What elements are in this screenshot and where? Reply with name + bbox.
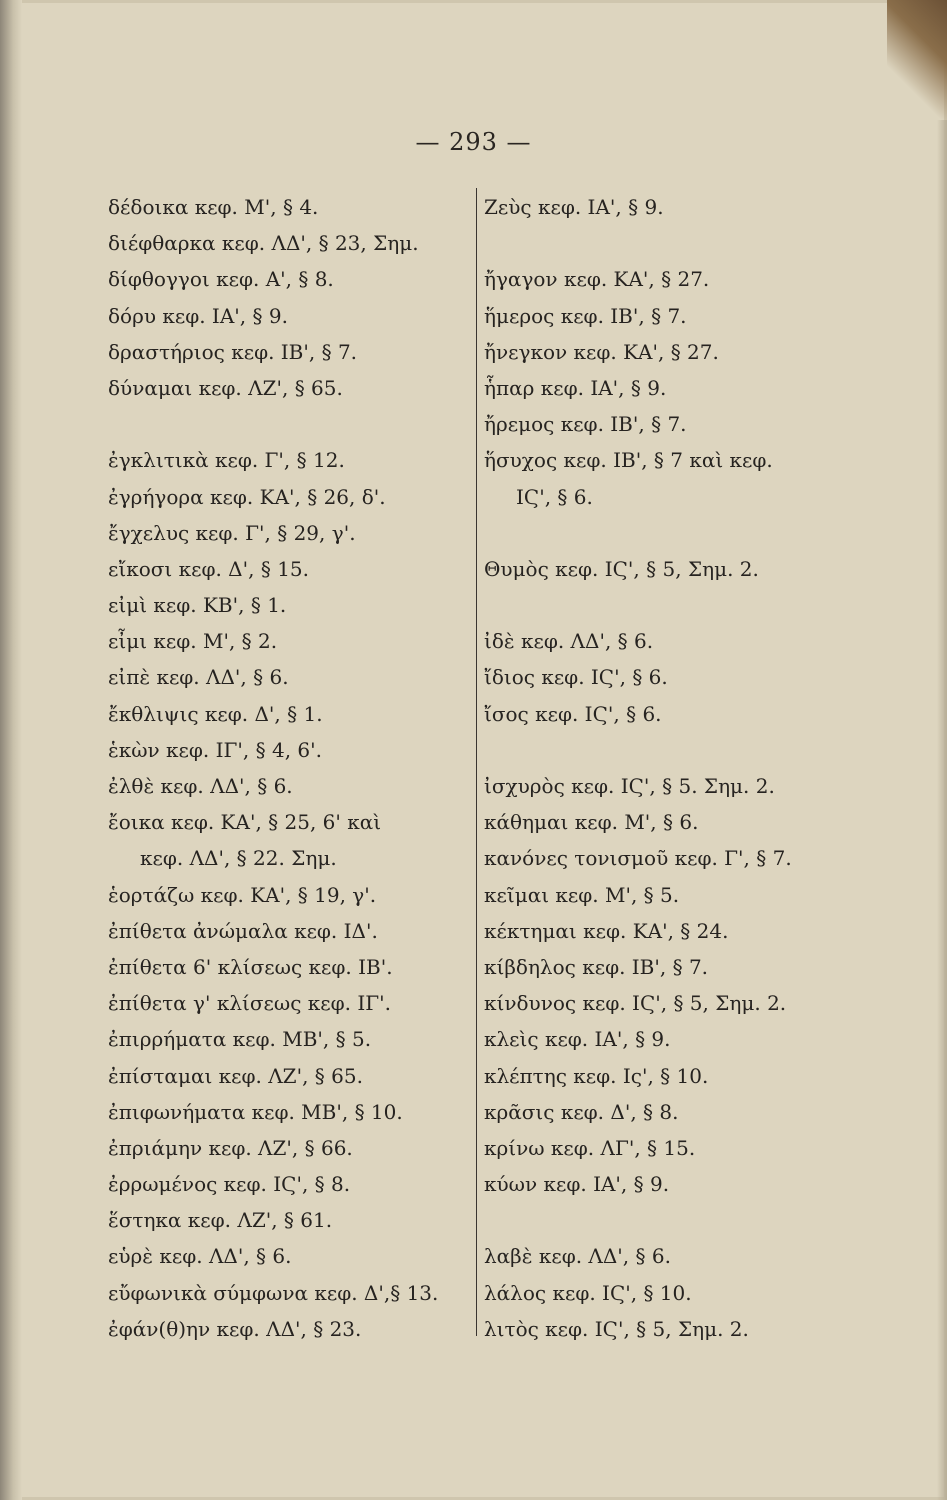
index-entry: ἐπίθετα 6' κλίσεως κεφ. ΙΒ'. <box>108 954 393 979</box>
index-entry: κάθημαι κεφ. Μ', § 6. <box>484 810 699 835</box>
index-entry: ἴσος κεφ. ΙϚ', § 6. <box>484 701 662 726</box>
index-entry: διέφθαρκα κεφ. ΛΔ', § 23, Σημ. <box>108 231 419 256</box>
index-entry: κέκτημαι κεφ. ΚΑ', § 24. <box>484 918 729 943</box>
page-edge-shadow <box>937 120 947 1500</box>
index-entry: κίνδυνος κεφ. ΙϚ', § 5, Σημ. 2. <box>484 991 787 1016</box>
index-entry: ἰσχυρὸς κεφ. ΙϚ', § 5. Σημ. 2. <box>484 774 775 798</box>
index-entry: ἧπαρ κεφ. ΙΑ', § 9. <box>484 375 667 400</box>
index-column-left <box>108 189 468 1347</box>
index-entry: κεφ. ΛΔ', § 22. Σημ. <box>140 846 337 871</box>
index-entry: ἔγχελυς κεφ. Γ', § 29, γ'. <box>108 520 356 545</box>
blank-line <box>484 515 884 551</box>
index-entry: εὔφωνικὰ σύμφωνα κεφ. Δ',§ 13. <box>108 1280 439 1305</box>
index-entry: ἐλθὲ κεφ. ΛΔ', § 6. <box>108 774 293 798</box>
index-entry: δραστήριος κεφ. ΙΒ', § 7. <box>108 339 358 364</box>
index-entry: ἐρρωμένος κεφ. ΙϚ', § 8. <box>108 1172 351 1197</box>
index-entry: ἥσυχος κεφ. ΙΒ', § 7 καὶ κεφ. <box>484 448 773 473</box>
index-entry: ἐπιρρήματα κεφ. ΜΒ', § 5. <box>108 1027 372 1052</box>
index-entry: δόρυ κεφ. ΙΑ', § 9. <box>108 303 288 328</box>
blank-line <box>484 732 884 768</box>
index-entry: κρίνω κεφ. ΛΓ', § 15. <box>484 1135 696 1160</box>
index-entry: κεῖμαι κεφ. Μ', § 5. <box>484 882 680 907</box>
blank-line <box>484 225 884 261</box>
index-entry: λιτὸς κεφ. ΙϚ', § 5, Σημ. 2. <box>484 1316 749 1341</box>
page-number: — 293 — <box>415 128 532 156</box>
index-entry: ἤγαγον κεφ. ΚΑ', § 27. <box>484 267 710 292</box>
index-entry: εἰπὲ κεφ. ΛΔ', § 6. <box>108 665 289 690</box>
index-entry: κύων κεφ. ΙΑ', § 9. <box>484 1172 670 1197</box>
index-entry: ἐπίσταμαι κεφ. ΛΖ', § 65. <box>108 1063 363 1088</box>
blank-line <box>484 1202 884 1238</box>
index-entry: Θυμὸς κεφ. ΙϚ', § 5, Σημ. 2. <box>484 556 759 581</box>
index-entry: εὑρὲ κεφ. ΛΔ', § 6. <box>108 1244 292 1269</box>
index-entry: ἐπίθετα ἀνώμαλα κεφ. ΙΔ'. <box>108 918 378 943</box>
index-entry: ἐγρήγορα κεφ. ΚΑ', § 26, δ'. <box>108 484 386 509</box>
index-entry: ἕστηκα κεφ. ΛΖ', § 61. <box>108 1208 333 1233</box>
index-entry: ἰδὲ κεφ. ΛΔ', § 6. <box>484 629 654 654</box>
index-entry: εἰμὶ κεφ. ΚΒ', § 1. <box>108 593 287 618</box>
index-entry: ἤρεμος κεφ. ΙΒ', § 7. <box>484 412 687 437</box>
index-entry: ἔοικα κεφ. ΚΑ', § 25, 6' καὶ <box>108 810 382 835</box>
index-entry: εἶμι κεφ. Μ', § 2. <box>108 629 278 654</box>
index-entry: ἥμερος κεφ. ΙΒ', § 7. <box>484 303 687 328</box>
index-entry: ἑκὼν κεφ. ΙΓ', § 4, 6'. <box>108 737 323 762</box>
index-entry: ἔκθλιψις κεφ. Δ', § 1. <box>108 701 323 726</box>
blank-line <box>108 406 468 442</box>
index-entry: ἐγκλιτικὰ κεφ. Γ', § 12. <box>108 448 345 473</box>
index-entry: Ζεὺς κεφ. ΙΑ', § 9. <box>484 195 664 219</box>
page-spine-shadow <box>0 0 22 1500</box>
index-entry: κρᾶσις κεφ. Δ', § 8. <box>484 1099 679 1124</box>
index-entry: κλεὶς κεφ. ΙΑ', § 9. <box>484 1027 671 1052</box>
index-entry: δέδοικα κεφ. Μ', § 4. <box>108 195 319 219</box>
index-entry: ἑορτάζω κεφ. ΚΑ', § 19, γ'. <box>108 882 377 907</box>
blank-line <box>484 587 884 623</box>
index-entry: κλέπτης κεφ. Ις', § 10. <box>484 1063 709 1088</box>
index-entry: ἴδιος κεφ. ΙϚ', § 6. <box>484 665 668 690</box>
index-entry: λαβὲ κεφ. ΛΔ', § 6. <box>484 1244 671 1269</box>
index-entry: εἴκοσι κεφ. Δ', § 15. <box>108 556 309 581</box>
page-corner-wear <box>887 0 947 120</box>
column-divider <box>476 188 477 1336</box>
index-entry: ἤνεγκον κεφ. ΚΑ', § 27. <box>484 339 719 364</box>
index-entry: κίβδηλος κεφ. ΙΒ', § 7. <box>484 954 709 979</box>
index-entry: λάλος κεφ. ΙϚ', § 10. <box>484 1280 692 1305</box>
index-entry: δύναμαι κεφ. ΛΖ', § 65. <box>108 375 343 400</box>
index-entry: ἐφάν(θ)ην κεφ. ΛΔ', § 23. <box>108 1316 362 1341</box>
index-entry: δίφθογγοι κεφ. Α', § 8. <box>108 267 334 292</box>
index-column-right <box>484 189 884 1347</box>
index-entry: ΙϚ', § 6. <box>516 484 593 509</box>
index-entry: ἐπίθετα γ' κλίσεως κεφ. ΙΓ'. <box>108 991 391 1016</box>
index-entry: κανόνες τονισμοῦ κεφ. Γ', § 7. <box>484 846 792 871</box>
index-entry: ἐπριάμην κεφ. ΛΖ', § 66. <box>108 1135 353 1160</box>
index-entry: ἐπιφωνήματα κεφ. ΜΒ', § 10. <box>108 1099 403 1124</box>
